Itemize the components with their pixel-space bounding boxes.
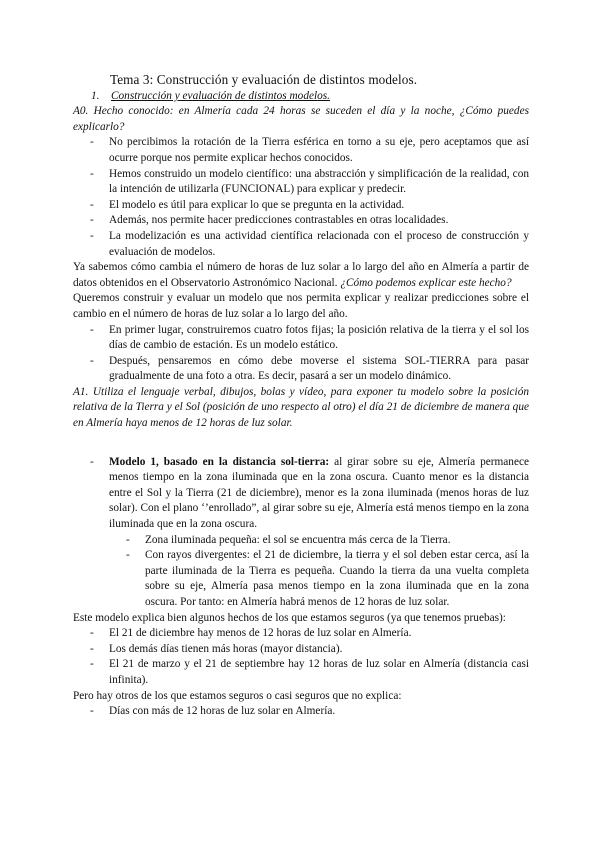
spacer: [73, 432, 529, 455]
document-page: [73, 72, 529, 720]
list-item: [73, 135, 529, 166]
section-heading: [91, 89, 529, 105]
paragraph-not-explained: Pero hay otros de los que estamos seguros o casi seguros que no explica:: [73, 689, 402, 702]
section-label: Construcción y evaluación de distintos modelos.: [111, 89, 331, 102]
list-unexplained-facts: [73, 704, 529, 720]
dash-bullet: -: [90, 455, 94, 468]
list-a0-answers: [73, 135, 529, 260]
list-item-text: Los demás días tienen más horas (mayor distancia).: [109, 642, 343, 655]
list-item: [73, 657, 529, 688]
paragraph-observatory: [73, 260, 529, 291]
list-item: [73, 213, 529, 229]
dash-bullet: -: [90, 136, 94, 149]
list-item-text: La modelización es una actividad científica relacionada con el proceso de construcción y evaluación de modelos.: [109, 229, 529, 258]
list-item-text: Hemos construido un modelo científico: una abstracción y simplificación de la realidad, con la intención de utilizarla (FUNCIONAL) para explicar y predecir.: [109, 167, 529, 196]
list-explained-facts: [73, 626, 529, 688]
section-number: 1.: [91, 89, 100, 102]
dash-bullet: -: [90, 214, 94, 227]
model1-text: al girar sobre su eje, Almería permanece menos tiempo en la zona iluminada que en la zona oscura. Cuanto menor es la distancia entre el Sol y la Tierra (21 de diciembre), menor es la zona iluminada (menos horas de luz solar). Con el plano ‘’enrollado”, al girar sobre su eje, Almería está menos tiempo en la zona iluminada que en la zona oscura.: [109, 455, 529, 531]
list-item-text: No percibimos la rotación de la Tierra esférica en torno a su eje, pero aceptamos que así ocurre porque nos permite explicar hechos conocidos.: [109, 136, 529, 164]
sublist-item-text: Zona iluminada pequeña: el sol se encuentra más cerca de la Tierra.: [145, 533, 451, 546]
list-item-text: El modelo es útil para explicar lo que se pregunta en la actividad.: [109, 198, 405, 211]
dash-bullet: -: [90, 627, 94, 640]
list-item: [73, 229, 529, 260]
question-a0: A0. Hecho conocido: en Almería cada 24 horas se suceden el día y la noche, ¿Cómo puedes explicarlo?: [73, 105, 529, 133]
list-item-text: Días con más de 12 horas de luz solar en Almería.: [109, 705, 336, 718]
dash-bullet: -: [126, 549, 130, 562]
list-item: [73, 198, 529, 214]
question-a1: A1. Utiliza el lenguaje verbal, dibujos, bolas y vídeo, para exponer tu modelo sobre la posición relativa de la Tierra y el Sol (posición de uno respecto al otro) el día 21 de diciembre de manera que en Almería haya menos de 12 horas de luz solar.: [73, 385, 529, 430]
dash-bullet: -: [90, 658, 94, 671]
list-item-text: El 21 de marzo y el 21 de septiembre hay 12 horas de luz solar en Almería (distancia casi infinita).: [109, 658, 529, 686]
sublist-item: [73, 533, 529, 549]
page-title: Tema 3: Construcción y evaluación de distintos modelos.: [110, 72, 418, 87]
dash-bullet: -: [90, 323, 94, 336]
model1-label: Modelo 1, basado en la distancia sol-tierra:: [109, 455, 330, 468]
model1-sublist: [73, 533, 529, 611]
list-model1: [73, 455, 529, 611]
list-item: [73, 642, 529, 658]
list-item: [73, 167, 529, 198]
dash-bullet: -: [90, 354, 94, 367]
list-item-text: Además, nos permite hacer predicciones contrastables en otras localidades.: [109, 214, 449, 227]
dash-bullet: -: [90, 705, 94, 718]
list-item: [73, 626, 529, 642]
list-item: [73, 704, 529, 720]
dash-bullet: -: [90, 198, 94, 211]
list-item-text: En primer lugar, construiremos cuatro fotos fijas; la posición relativa de la tierra y el sol los días de cambio de estación. Es un modelo estático.: [109, 323, 529, 352]
paragraph-explains: Este modelo explica bien algunos hechos de los que estamos seguros (ya que tenemos pruebas):: [73, 611, 506, 624]
dash-bullet: -: [90, 642, 94, 655]
sublist-item-text: Con rayos divergentes: el 21 de diciembre, la tierra y el sol deben estar cerca, así la parte iluminada de la Tierra es pequeña. Cuando la tierra da una vuelta completa sobre su eje, Almería pasa menos tiempo en la zona iluminada que en la zona oscura. Por tanto: en Almería habrá menos de 12 horas de luz solar.: [145, 549, 529, 608]
dash-bullet: -: [90, 229, 94, 242]
sublist-item: [73, 548, 529, 610]
dash-bullet: -: [90, 167, 94, 180]
list-item-text: El 21 de diciembre hay menos de 12 horas de luz solar en Almería.: [109, 627, 412, 640]
list-item: [73, 323, 529, 354]
list-item: [73, 354, 529, 385]
paragraph-goal: Queremos construir y evaluar un modelo que nos permita explicar y realizar predicciones sobre el cambio en el número de horas de luz solar a lo largo del año.: [73, 292, 529, 320]
dash-bullet: -: [126, 533, 130, 546]
list-plan: [73, 323, 529, 385]
list-item-model1: [73, 455, 529, 611]
paragraph-text: Ya sabemos cómo cambia el número de horas de luz solar a lo largo del año en Almería a partir de datos obtenidos en el Observatorio Astronómico Nacional.: [73, 261, 529, 289]
list-item-text: Después, pensaremos en cómo debe moverse el sistema SOL-TIERRA para pasar gradualmente de una foto a otra. Es decir, pasará a ser un modelo dinámico.: [109, 354, 529, 383]
paragraph-question: ¿Cómo podemos explicar este hecho?: [340, 276, 512, 289]
